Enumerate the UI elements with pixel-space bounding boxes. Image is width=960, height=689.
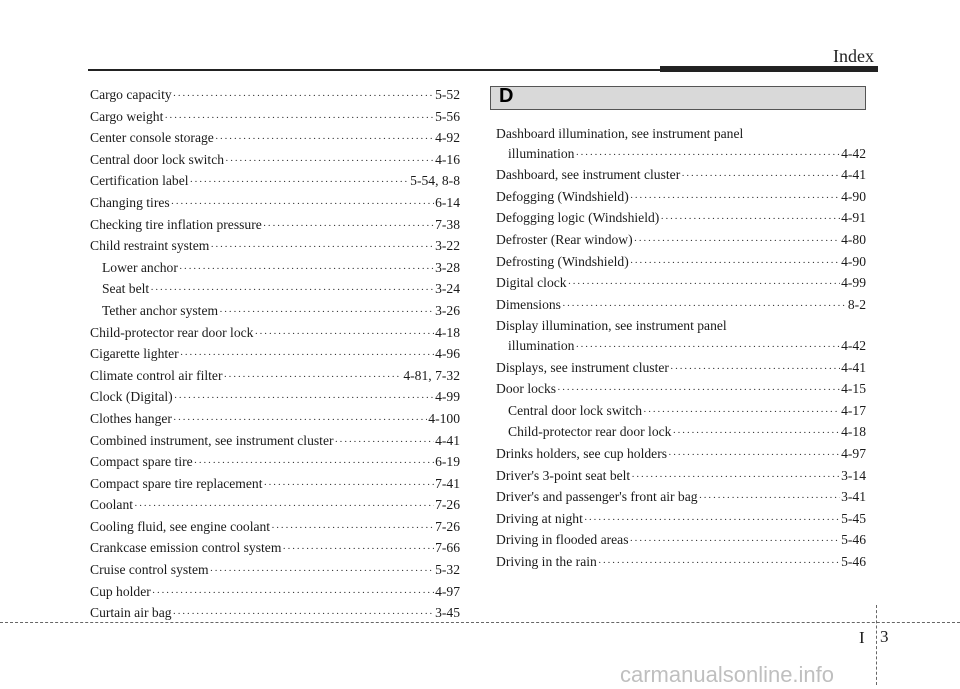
index-column-right xyxy=(496,124,866,573)
entry-text: Child-protector rear door lock xyxy=(508,424,672,440)
entry-text: Clock (Digital) xyxy=(90,389,173,405)
dot-leader xyxy=(254,325,434,345)
entry-page: 4-99 xyxy=(435,389,460,405)
index-entry xyxy=(90,215,460,237)
entry-text: Lower anchor xyxy=(102,259,178,275)
index-entry xyxy=(90,366,460,388)
dot-leader xyxy=(660,210,840,230)
entry-page: 5-52 xyxy=(435,87,460,102)
index-title: Index xyxy=(833,46,874,66)
entry-page: 4-18 xyxy=(841,424,866,440)
entry-page: 7-41 xyxy=(435,475,460,491)
index-subentry xyxy=(90,279,460,301)
entry-text: Driver's 3-point seat belt xyxy=(496,467,631,483)
page-number: 3 xyxy=(880,627,889,646)
entry-text: Coolant xyxy=(90,497,134,513)
footer-divider xyxy=(0,622,960,623)
entry-text: Climate control air filter xyxy=(90,367,223,383)
index-entry xyxy=(496,379,866,401)
index-entry xyxy=(496,295,866,317)
entry-page: 4-42 xyxy=(841,337,866,353)
entry-text: Defogging logic (Windshield) xyxy=(496,210,660,226)
dot-leader xyxy=(152,584,434,604)
entry-page: 3-28 xyxy=(435,259,460,275)
dot-leader xyxy=(584,511,840,531)
dot-leader xyxy=(134,497,434,517)
entry-page: 5-54, 8-8 xyxy=(410,173,460,189)
dot-leader xyxy=(630,189,840,209)
index-entry xyxy=(496,208,866,230)
entry-page: 7-26 xyxy=(435,497,460,513)
entry-page: 8-2 xyxy=(847,296,866,312)
entry-text: Drinks holders, see cup holders xyxy=(496,445,668,461)
dot-leader xyxy=(643,403,840,423)
entry-page: 5-45 xyxy=(841,510,866,526)
dot-leader xyxy=(634,232,840,252)
entry-page: 3-24 xyxy=(435,281,460,297)
entry-page: 4-18 xyxy=(435,324,460,340)
index-entry xyxy=(496,273,866,295)
entry-page: 5-56 xyxy=(435,108,460,124)
index-entry xyxy=(496,552,866,574)
index-entry xyxy=(496,230,866,252)
dot-leader xyxy=(180,346,434,366)
entry-text: Driver's and passenger's front air bag xyxy=(496,489,698,505)
entry-text: Driving in the rain xyxy=(496,553,597,569)
index-entry xyxy=(496,466,866,488)
entry-page: 7-66 xyxy=(435,540,460,556)
dot-leader xyxy=(681,167,840,187)
entry-page: 3-26 xyxy=(435,302,460,318)
dot-leader xyxy=(173,411,427,431)
entry-text: Defroster (Rear window) xyxy=(496,231,633,247)
entry-text: Child restraint system xyxy=(90,238,210,254)
index-entry xyxy=(90,431,460,453)
entry-page: 3-22 xyxy=(435,238,460,254)
entry-page: 5-46 xyxy=(841,532,866,548)
entry-page: 3-45 xyxy=(435,605,460,621)
entry-page: 6-19 xyxy=(435,454,460,470)
dot-leader xyxy=(575,338,840,358)
index-subentry xyxy=(496,401,866,423)
dot-leader xyxy=(224,368,403,388)
index-entry-multiline xyxy=(496,316,866,357)
entry-page: 4-41 xyxy=(841,167,866,183)
index-entry xyxy=(90,323,460,345)
entry-text: illumination xyxy=(508,337,575,353)
index-entry-multiline xyxy=(496,124,866,165)
index-entry xyxy=(90,193,460,215)
entry-page: 4-17 xyxy=(841,402,866,418)
entry-page: 4-96 xyxy=(435,346,460,362)
index-entry xyxy=(496,144,866,166)
entry-text: Cigarette lighter xyxy=(90,346,179,362)
dot-leader xyxy=(271,519,434,539)
entry-text: Changing tires xyxy=(90,194,170,210)
entry-text: Tether anchor system xyxy=(102,302,219,318)
dot-leader xyxy=(173,87,434,107)
entry-text: Curtain air bag xyxy=(90,605,172,621)
dot-leader xyxy=(630,254,840,274)
entry-text: Displays, see instrument cluster xyxy=(496,359,669,375)
index-entry xyxy=(90,409,460,431)
dot-leader xyxy=(150,281,434,301)
entry-text: Cooling fluid, see engine coolant xyxy=(90,518,271,534)
dot-leader xyxy=(179,260,434,280)
index-entry xyxy=(496,165,866,187)
dot-leader xyxy=(210,238,434,258)
index-entry xyxy=(90,582,460,604)
index-entry xyxy=(496,187,866,209)
entry-text: Dashboard, see instrument cluster xyxy=(496,167,681,183)
entry-page: 4-80 xyxy=(841,231,866,247)
entry-text: Seat belt xyxy=(102,281,150,297)
entry-text: Digital clock xyxy=(496,275,567,291)
dot-leader xyxy=(668,446,840,466)
entry-page: 4-90 xyxy=(841,188,866,204)
dot-leader xyxy=(335,433,435,453)
entry-text: Cruise control system xyxy=(90,562,209,578)
section-letter: D xyxy=(499,85,514,107)
watermark: carmanualsonline.info xyxy=(620,662,835,687)
dot-leader xyxy=(174,389,434,409)
index-entry xyxy=(90,474,460,496)
entry-page: 7-26 xyxy=(435,518,460,534)
entry-page: 4-15 xyxy=(841,381,866,397)
entry-page: 5-46 xyxy=(841,553,866,569)
entry-text: Crankcase emission control system xyxy=(90,540,282,556)
index-entry xyxy=(496,252,866,274)
entry-text: Cargo weight xyxy=(90,108,164,124)
entry-text: Clothes hanger xyxy=(90,410,172,426)
index-entry xyxy=(90,128,460,150)
index-entry xyxy=(496,509,866,531)
dot-leader xyxy=(568,275,840,295)
dot-leader xyxy=(164,109,434,129)
entry-page: 4-42 xyxy=(841,145,866,161)
entry-text: Dimensions xyxy=(496,296,561,312)
index-column-left xyxy=(90,85,460,625)
entry-text: illumination xyxy=(508,145,575,161)
dot-leader xyxy=(630,532,841,552)
entry-page: 4-81, 7-32 xyxy=(403,367,460,383)
index-entry xyxy=(90,538,460,560)
index-entry xyxy=(90,85,460,107)
index-entry xyxy=(496,336,866,358)
index-subentry xyxy=(90,301,460,323)
index-entry xyxy=(90,452,460,474)
entry-text: Compact spare tire xyxy=(90,454,193,470)
entry-page: 4-97 xyxy=(841,445,866,461)
entry-text: Cup holder xyxy=(90,583,151,599)
entry-page: 4-91 xyxy=(841,210,866,226)
entry-text: Center console storage xyxy=(90,130,214,146)
dot-leader xyxy=(225,152,434,172)
dot-leader xyxy=(699,489,841,509)
entry-text: Child-protector rear door lock xyxy=(90,324,254,340)
index-entry xyxy=(90,495,460,517)
dot-leader xyxy=(598,554,840,574)
dot-leader xyxy=(557,381,840,401)
footer-vertical-divider xyxy=(876,605,877,685)
dot-leader xyxy=(190,173,410,193)
entry-text: Checking tire inflation pressure xyxy=(90,216,262,232)
dot-leader xyxy=(263,217,434,237)
entry-page: 3-14 xyxy=(841,467,866,483)
dot-leader xyxy=(672,424,840,444)
entry-page: 6-14 xyxy=(435,194,460,210)
index-entry xyxy=(496,530,866,552)
entry-text: Defrosting (Windshield) xyxy=(496,253,629,269)
entry-page: 4-100 xyxy=(428,410,460,426)
index-entry xyxy=(496,444,866,466)
index-entry xyxy=(90,517,460,539)
entry-page: 3-41 xyxy=(841,489,866,505)
index-entry xyxy=(90,387,460,409)
entry-text: Combined instrument, see instrument cluster xyxy=(90,432,334,448)
index-entry xyxy=(90,107,460,129)
index-entry xyxy=(496,358,866,380)
index-subentry xyxy=(90,258,460,280)
entry-page: 4-41 xyxy=(435,432,460,448)
entry-page: 4-97 xyxy=(435,583,460,599)
entry-page: 4-99 xyxy=(841,275,866,291)
index-entry xyxy=(90,150,460,172)
footer-section-label: I xyxy=(859,628,865,647)
entry-text: Compact spare tire replacement xyxy=(90,475,263,491)
entry-page: 4-92 xyxy=(435,130,460,146)
dot-leader xyxy=(670,360,840,380)
entry-page: 4-16 xyxy=(435,151,460,167)
dot-leader xyxy=(171,195,434,215)
section-header-d xyxy=(490,86,866,110)
entry-text: Defogging (Windshield) xyxy=(496,188,629,204)
dot-leader xyxy=(263,476,434,496)
dot-leader xyxy=(282,540,434,560)
header-rule-accent xyxy=(660,66,878,72)
entry-text: Driving in flooded areas xyxy=(496,532,629,548)
entry-page: 5-32 xyxy=(435,562,460,578)
entry-page: 7-38 xyxy=(435,216,460,232)
index-entry xyxy=(90,560,460,582)
entry-text: Cargo capacity xyxy=(90,87,172,102)
entry-heading-line: Display illumination, see instrument panel xyxy=(496,318,727,334)
dot-leader xyxy=(194,454,434,474)
entry-page: 4-41 xyxy=(841,359,866,375)
dot-leader xyxy=(575,146,840,166)
index-subentry xyxy=(496,422,866,444)
dot-leader xyxy=(562,297,847,317)
entry-heading-line: Dashboard illumination, see instrument panel xyxy=(496,126,744,141)
index-entry xyxy=(90,236,460,258)
entry-text: Certification label xyxy=(90,173,189,189)
entry-text: Central door lock switch xyxy=(508,402,643,418)
index-entry xyxy=(90,171,460,193)
dot-leader xyxy=(631,468,840,488)
index-entry xyxy=(90,344,460,366)
index-entry xyxy=(496,487,866,509)
entry-text: Door locks xyxy=(496,381,557,397)
dot-leader xyxy=(210,562,435,582)
dot-leader xyxy=(215,130,434,150)
entry-page: 4-90 xyxy=(841,253,866,269)
dot-leader xyxy=(219,303,434,323)
entry-text: Driving at night xyxy=(496,510,583,526)
entry-text: Central door lock switch xyxy=(90,151,225,167)
